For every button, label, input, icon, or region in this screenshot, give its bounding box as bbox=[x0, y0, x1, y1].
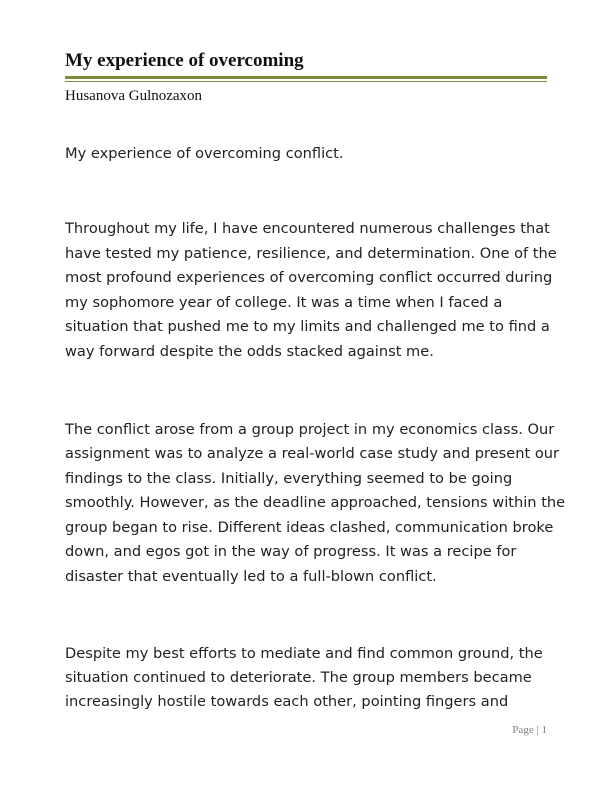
page-number: Page | 1 bbox=[512, 724, 547, 736]
paragraph-line: situation continued to deteriorate. The group members became bbox=[65, 669, 532, 686]
paragraph-line: have tested my patience, resilience, and determination. One of the bbox=[65, 245, 557, 262]
essay-subtitle: My experience of overcoming conflict. bbox=[65, 145, 344, 162]
document-title: My experience of overcoming bbox=[65, 50, 304, 71]
paragraph-line: increasingly hostile towards each other, pointing fingers and bbox=[65, 693, 509, 710]
paragraph-line: my sophomore year of college. It was a time when I faced a bbox=[65, 294, 503, 311]
paragraph-line: Despite my best efforts to mediate and find common ground, the bbox=[65, 645, 543, 662]
paragraph-line: way forward despite the odds stacked against me. bbox=[65, 343, 434, 360]
paragraph-line: situation that pushed me to my limits and challenged me to find a bbox=[65, 318, 550, 335]
paragraph-line: disaster that eventually led to a full-blown conflict. bbox=[65, 568, 437, 585]
paragraph-line: smoothly. However, as the deadline approached, tensions within the bbox=[65, 494, 566, 511]
author-name: Husanova Gulnozaxon bbox=[65, 88, 203, 104]
title-rule-thin bbox=[65, 81, 547, 82]
paragraph-line: The conflict arose from a group project in my economics class. Our bbox=[65, 421, 555, 438]
paragraph-line: down, and egos got in the way of progress. It was a recipe for bbox=[65, 543, 517, 560]
paragraph-line: most profound experiences of overcoming conflict occurred during bbox=[65, 269, 553, 286]
paragraph-line: findings to the class. Initially, everything seemed to be going bbox=[65, 470, 513, 487]
paragraph-line: assignment was to analyze a real-world case study and present our bbox=[65, 445, 560, 462]
paragraph-line: Throughout my life, I have encountered numerous challenges that bbox=[65, 220, 550, 237]
title-rule-thick bbox=[65, 76, 547, 79]
paragraph-line: group began to rise. Different ideas clashed, communication broke bbox=[65, 519, 554, 536]
